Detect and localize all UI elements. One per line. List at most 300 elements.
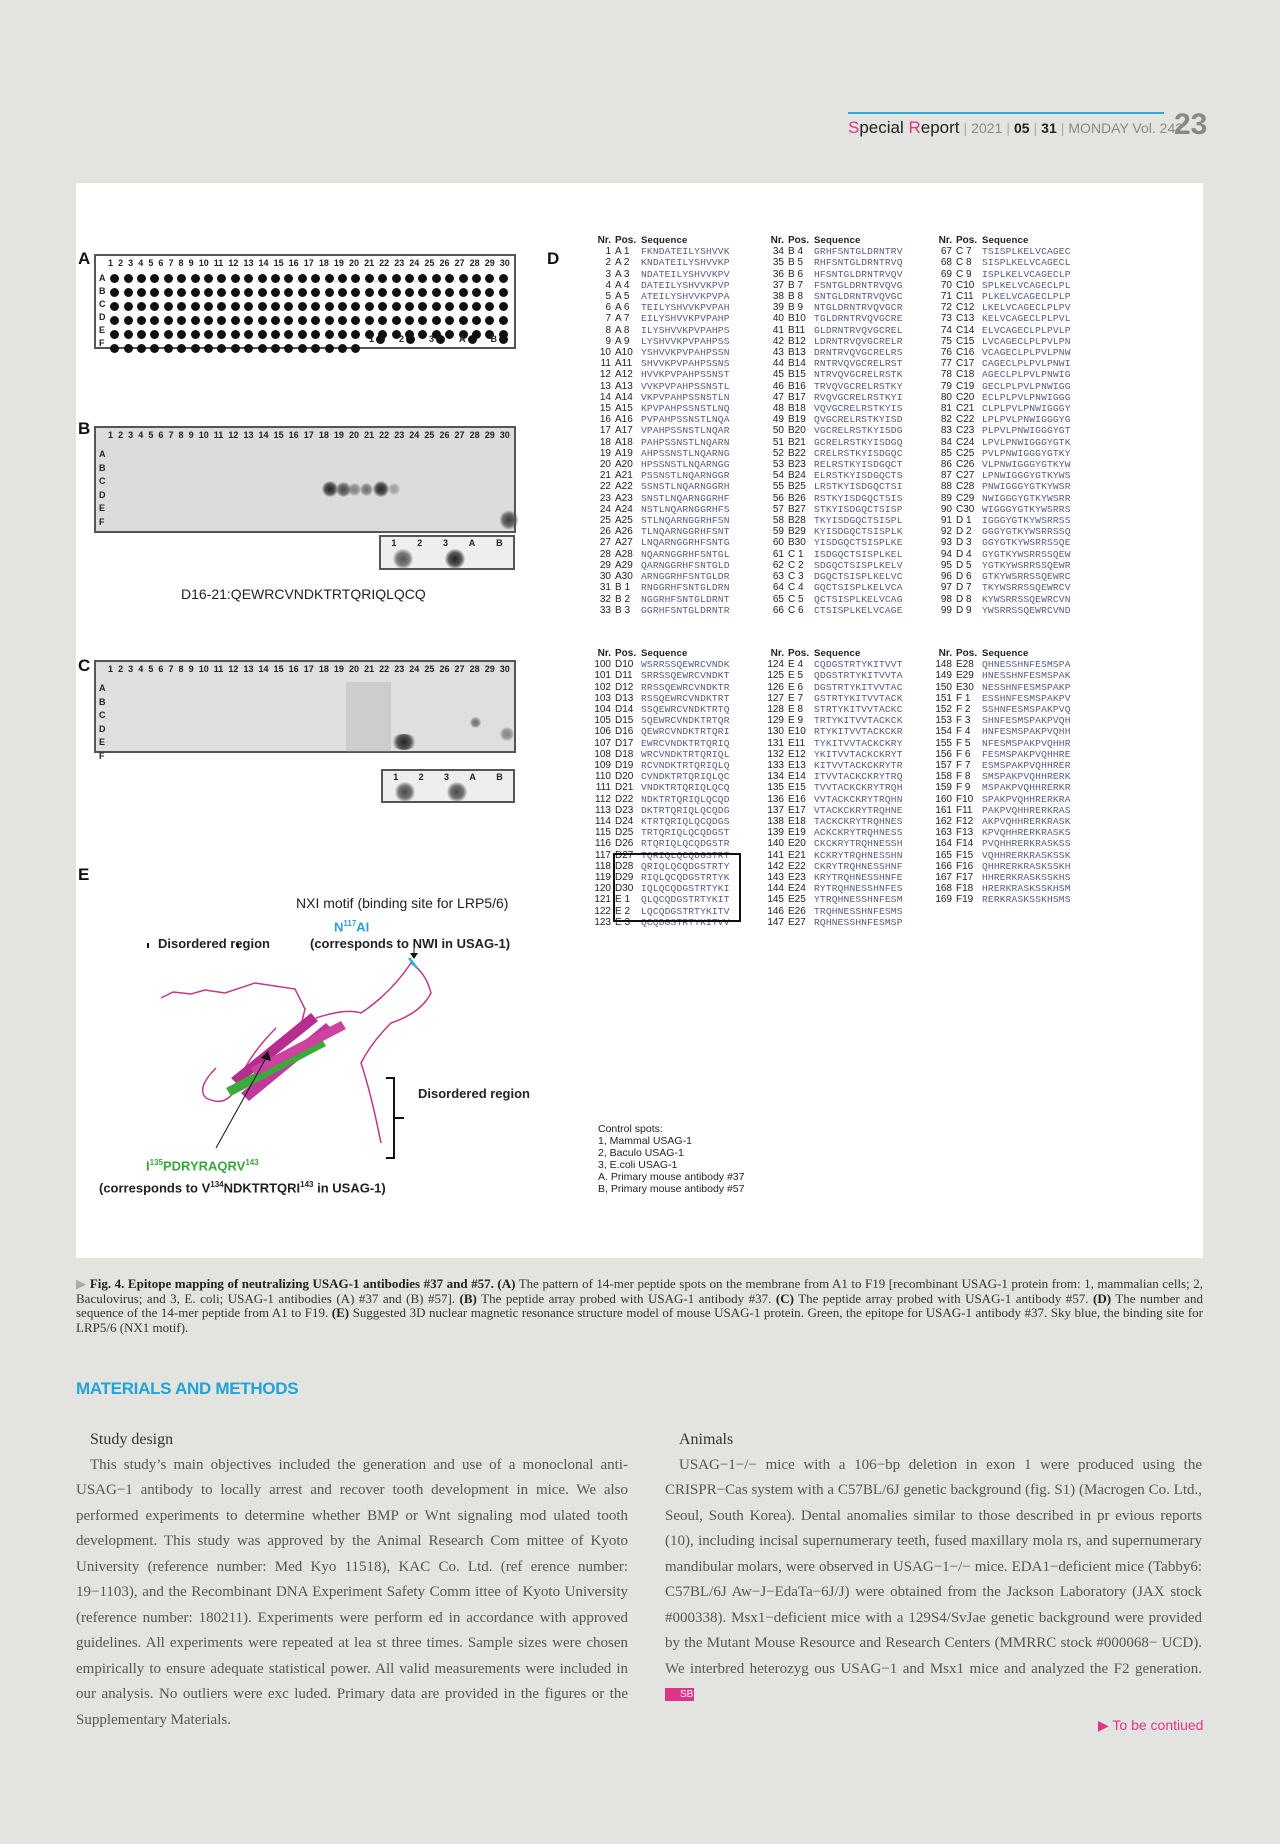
sequence-row: 6 A 6 TEILYSHVVKPVPAH (605, 302, 730, 314)
sequence-row: 1 A 1 FKNDATEILYSHVVK (605, 246, 730, 258)
peptide-spot (365, 302, 374, 311)
peptide-spot (164, 274, 173, 283)
peptide-spot (298, 288, 307, 297)
peptide-spot (217, 302, 226, 311)
sequence-row: 71 C11 PLKELVCAGECLPLP (940, 291, 1071, 303)
column-number: 21 (364, 430, 375, 440)
sequence-row: 34 B 4 GRHFSNTGLDRNTRV (772, 246, 903, 258)
sequence-row: 81 C21 CLPLPVLPNWIGGGY (940, 403, 1071, 415)
peptide-spot (485, 288, 494, 297)
peptide-spot (338, 316, 347, 325)
peptide-spot (258, 274, 267, 283)
peptide-spot (325, 302, 334, 311)
sequence-row: 139 E19 ACKCKRYTRQHNESS (767, 827, 903, 839)
sequence-row: 148 E28 QHNESSHNFESMSPA (935, 659, 1071, 671)
peptide-spot (365, 316, 374, 325)
sequence-row: 22 A22 SSNSTLNQARNGGRH (599, 481, 730, 493)
sequence-row: 137 E17 VTACKCKRYTRQHNE (767, 804, 903, 816)
peptide-spot (338, 330, 347, 339)
sequence-row: 27 A27 LNQARNGGRHFSNTG (599, 537, 730, 549)
sequence-row: 5 A 5 ATEILYSHVVKPVPA (605, 291, 730, 303)
peptide-spot (231, 330, 240, 339)
subsection-heading: Study design (90, 1431, 174, 1448)
sequence-row: 91 D 1 IGGGYGTKYWSRRSS (940, 515, 1071, 527)
row-label: C (99, 710, 106, 721)
peptide-spot (177, 302, 186, 311)
column-number: 15 (273, 664, 284, 674)
column-number: 20 (348, 664, 359, 674)
sequence-row: 36 B 6 HFSNTGLDRNTRVQV (772, 268, 903, 280)
sequence-row: 15 A15 KPVPAHPSSNSTLNQ (599, 403, 730, 415)
column-number: 29 (484, 258, 495, 268)
peptide-spot (432, 288, 441, 297)
peptide-spot (150, 302, 159, 311)
row-label: D (99, 489, 106, 500)
sequence-row: 45 B15 NTRVQVGCRELRSTK (772, 369, 903, 381)
sequence-row: 77 C17 CAGECLPLPVLPNWI (940, 358, 1071, 370)
sequence-row: 151 F 1 ESSHNFESMSPAKPV (935, 692, 1071, 704)
sequence-row: 94 D 4 GYGTKYWSRRSSQEW (940, 548, 1071, 560)
panel-b-membrane (94, 426, 516, 533)
sequence-row: 141 E21 KCKRYTRQHNESSHN (767, 849, 903, 861)
column-number: 16 (288, 430, 299, 440)
sequence-row: 62 C 2 SDGQCTSISPLKELV (772, 559, 903, 571)
column-number: 23 (394, 430, 405, 440)
column-number: 11 (213, 430, 224, 440)
peptide-spot (191, 316, 200, 325)
sequence-row: 73 C13 KELVCAGECLPLPVL (940, 313, 1071, 325)
peptide-spot (204, 330, 213, 339)
peptide-spot (418, 302, 427, 311)
sequence-row: 17 A17 VPAHPSSNSTLNQAR (599, 425, 730, 437)
peptide-spot (311, 330, 320, 339)
issue-year: 2021 (971, 120, 1003, 136)
sequence-row: 8 A 8 ILYSHVVKPVPAHPS (605, 324, 730, 336)
panel-b-controls (379, 535, 515, 570)
column-number: 1 (108, 258, 114, 268)
peptide-spot (499, 302, 508, 311)
peptide-spot (191, 288, 200, 297)
peptide-spot (244, 330, 253, 339)
peptide-spot (432, 302, 441, 311)
peptide-spot (244, 344, 253, 353)
peptide-spot (110, 344, 119, 353)
sequence-header: Nr. Pos. Sequence (597, 648, 688, 659)
column-number: 9 (188, 258, 194, 268)
sequence-row: 152 F 2 SSHNFESMSPAKPVQ (935, 704, 1071, 716)
sequence-row: 24 A24 NSTLNQARNGGRHFS (599, 503, 730, 515)
column-number: 5 (148, 258, 154, 268)
peptide-spot (365, 344, 374, 353)
peptide-spot (150, 330, 159, 339)
peptide-spot (217, 344, 226, 353)
column-number: 29 (484, 664, 495, 674)
peptide-spot (485, 344, 494, 353)
sequence-row: 122 E 2 LQCQDGSTRTYKITV (594, 905, 730, 917)
peptide-spot (325, 330, 334, 339)
sequence-row: 157 F 7 ESMSPAKPVQHHRER (935, 760, 1071, 772)
peptide-spot (164, 344, 173, 353)
column-number: 10 (198, 258, 209, 268)
sequence-row: 82 C22 LPLPVLPNWIGGGYG (940, 414, 1071, 426)
sequence-column (759, 235, 903, 616)
sequence-row: 31 B 1 RNGGRHFSNTGLDRN (599, 582, 730, 594)
peptide-spot (231, 288, 240, 297)
sequence-row: 74 C14 ELVCAGECLPLPVLP (940, 324, 1071, 336)
column-number: 12 (228, 258, 239, 268)
column-number: 14 (258, 258, 269, 268)
sequence-column (586, 235, 730, 616)
column-number: 28 (469, 258, 480, 268)
section-name: Special Report (848, 118, 960, 137)
peptide-spot (351, 344, 360, 353)
peptide-spot (298, 344, 307, 353)
peptide-spot (271, 316, 280, 325)
column-number: 18 (318, 664, 329, 674)
sequence-row: 25 A25 STLNQARNGGRHFSN (599, 515, 730, 527)
peptide-spot (311, 316, 320, 325)
peptide-spot (338, 274, 347, 283)
peptide-spot (191, 274, 200, 283)
peptide-spot (405, 344, 414, 353)
peptide-spot (432, 274, 441, 283)
sequence-row: 106 D16 QEWRCVNDKTRTQRI (594, 726, 730, 738)
column-number: 17 (303, 258, 314, 268)
peptide-spot (231, 316, 240, 325)
peptide-spot (124, 330, 133, 339)
sequence-row: 30 A30 ARNGGRHFSNTGLDR (599, 571, 730, 583)
peptide-spot (110, 288, 119, 297)
sequence-row: 162 F12 AKPVQHHRERKRASK (935, 816, 1071, 828)
sequence-row: 118 D28 QRIQLQCQDGSTRTY (595, 860, 730, 872)
continued-link[interactable]: ▶ To be contiued (1098, 1717, 1204, 1733)
peptide-spot (177, 316, 186, 325)
sequence-row: 116 D26 RTQRIQLQCQDGSTR (595, 838, 730, 850)
control-label: A (468, 538, 476, 548)
row-label: A (99, 449, 106, 459)
column-number: 13 (243, 258, 254, 268)
sequence-row: 13 A13 VVKPVPAHPSSNSTL (599, 380, 730, 392)
control-label: 1 (393, 772, 399, 782)
peptide-spot (110, 302, 119, 311)
peptide-spot (258, 330, 267, 339)
peptide-spot (392, 302, 401, 311)
column-number: 25 (424, 664, 435, 674)
column-number: 27 (454, 258, 465, 268)
peptide-spot (191, 330, 200, 339)
peptide-spot (405, 288, 414, 297)
peptide-spot (445, 344, 454, 353)
signal-spot (360, 483, 373, 496)
row-labels (99, 448, 106, 530)
column-number: 14 (258, 664, 269, 674)
column-number: 2 (118, 664, 124, 674)
sequence-row: 111 D21 VNDKTRTQRIQLQCQ (595, 782, 730, 794)
sequence-row: 98 D 8 KYWSRRSSQEWRCVN (940, 593, 1071, 605)
column-number: 10 (198, 430, 209, 440)
column-number: 30 (499, 430, 510, 440)
column-number: 28 (469, 664, 480, 674)
column-number: 7 (168, 664, 174, 674)
peptide-spot (137, 302, 146, 311)
peptide-spot (191, 302, 200, 311)
signal-spot (500, 727, 514, 741)
peptide-spot (499, 316, 508, 325)
sequence-row: 46 B16 TRVQVGCRELRSTKY (772, 380, 903, 392)
peptide-spot (311, 302, 320, 311)
sequence-row: 96 D 6 GTKYWSRRSSQEWRC (940, 571, 1071, 583)
peptide-spot (311, 288, 320, 297)
sequence-row: 110 D20 CVNDKTRTQRIQLQC (595, 771, 730, 783)
column-number: 4 (138, 664, 144, 674)
sequence-column (759, 648, 903, 928)
column-number: 3 (128, 258, 134, 268)
sequence-row: 95 D 5 YGTKYWSRRSSQEWR (940, 559, 1071, 571)
sequence-row: 115 D25 TRTQRIQLQCQDGST (595, 827, 730, 839)
sequence-row: 80 C20 ECLPLPVLPNWIGGG (940, 391, 1071, 403)
sequence-row: 75 C15 LVCAGECLPLPVLPN (940, 335, 1071, 347)
peptide-spot (432, 344, 441, 353)
column-number: 3 (128, 664, 134, 674)
peptide-spot (284, 344, 293, 353)
sequence-row: 3 A 3 NDATEILYSHVVKPV (605, 268, 730, 280)
control-label: 1 (391, 538, 397, 548)
column-numbers (108, 664, 510, 674)
peptide-spot (271, 274, 280, 283)
peptide-spot (405, 316, 414, 325)
column-number: 24 (409, 430, 420, 440)
sequence-row: 33 B 3 GGRHFSNTGLDRNTR (599, 604, 730, 616)
peptide-spot (378, 288, 387, 297)
sequence-row: 20 A20 HPSSNSTLNQARNGG (599, 459, 730, 471)
sequence-row: 143 E23 KRYTRQHNESSHNFE (767, 872, 903, 884)
sequence-row: 147 E27 RQHNESSHNFESMSP (767, 916, 903, 928)
control-label: 2 (418, 772, 424, 782)
peptide-spot (311, 344, 320, 353)
sequence-row: 164 F14 PVQHHRERKRASKSS (935, 838, 1071, 850)
peptide-spot (499, 288, 508, 297)
sequence-row: 57 B27 STKYISDGQCTSISP (772, 503, 903, 515)
sequence-row: 103 D13 RSSQEWRCVNDKTRT (594, 692, 730, 704)
column-number: 16 (288, 664, 299, 674)
sequence-row: 159 F 9 MSPAKPVQHHRERKR (935, 782, 1071, 794)
row-label: A (99, 273, 106, 283)
peptide-spot (258, 302, 267, 311)
peptide-spot (177, 344, 186, 353)
sequence-row: 129 E 9 TRTYKITVVTACKCK (767, 715, 903, 727)
column-number: 27 (454, 430, 465, 440)
sequence-row: 37 B 7 FSNTGLDRNTRVQVG (772, 279, 903, 291)
column-numbers (108, 258, 510, 268)
peptide-spot (231, 302, 240, 311)
peptide-spot (351, 274, 360, 283)
peptide-spot (177, 288, 186, 297)
peptide-spot (365, 288, 374, 297)
row-label: E (99, 325, 106, 335)
control-spots (369, 334, 508, 344)
sequence-row: 84 C24 LPVLPNWIGGGYGTK (940, 436, 1071, 448)
sequence-row: 29 A29 QARNGGRHFSNTGLD (599, 559, 730, 571)
sequence-row: 79 C19 GECLPLPVLPNWIGG (940, 380, 1071, 392)
sequence-row: 12 A12 HVVKPVPAHPSSNST (599, 369, 730, 381)
sequence-row: 92 D 2 GGGYGTKYWSRRSSQ (940, 526, 1071, 538)
sequence-row: 86 C26 VLPNWIGGGYGTKYW (940, 459, 1071, 471)
nxi-motif-label: NXI motif (binding site for LRP5/6) (296, 895, 509, 911)
control-spots-legend: Control spots: 1, Mammal USAG-1 2, Baculo USAG-1 3, E.coli USAG-1 A. Primary mouse antibody #37 B, Primary mouse antibody #57 (598, 1123, 745, 1195)
sequence-row: 54 B24 ELRSTKYISDGQCTS (772, 470, 903, 482)
column-number: 22 (379, 258, 390, 268)
control-spot (395, 782, 415, 802)
peptide-spot (284, 330, 293, 339)
sequence-row: 44 B14 RNTRVQVGCRELRST (772, 358, 903, 370)
sequence-row: 107 D17 EWRCVNDKTRTQRIQ (594, 737, 730, 749)
sequence-column (927, 235, 1071, 616)
sequence-row: 168 F18 HRERKRASKSSKHSM (935, 883, 1071, 895)
sequence-row: 38 B 8 SNTGLDRNTRVQVGC (772, 291, 903, 303)
peptide-spot (418, 344, 427, 353)
sequence-row: 35 B 5 RHFSNTGLDRNTRVQ (772, 257, 903, 269)
peptide-spot (110, 316, 119, 325)
sequence-row: 4 A 4 DATEILYSHVVKPVP (605, 279, 730, 291)
issue-month: 05 (1013, 120, 1030, 136)
sequence-row: 142 E22 CKRYTRQHNESSHNF (767, 860, 903, 872)
peptide-spot (405, 274, 414, 283)
peptide-spot (298, 274, 307, 283)
peptide-spot (485, 274, 494, 283)
sequence-row: 58 B28 TKYISDGQCTSISPL (772, 515, 903, 527)
sequence-row: 104 D14 SSQEWRCVNDKTRTQ (594, 704, 730, 716)
peptide-spot (204, 274, 213, 283)
sequence-row: 60 B30 YISDGQCTSISPLKE (772, 537, 903, 549)
sequence-row: 53 B23 RELRSTKYISDGQCT (772, 459, 903, 471)
sequence-row: 119 D29 RIQLQCQDGSTRTYK (595, 872, 730, 884)
peptide-spot (325, 316, 334, 325)
peptide-spot (204, 302, 213, 311)
sequence-row: 167 F17 HHRERKRASKSSKHS (935, 872, 1071, 884)
panel-b-letter: B (78, 419, 91, 438)
peptide-spot (472, 288, 481, 297)
sequence-header: Nr. Pos. Sequence (938, 235, 1029, 246)
peptide-spot (418, 288, 427, 297)
sequence-row: 56 B26 RSTKYISDGQCTSIS (772, 492, 903, 504)
sequence-column (927, 648, 1071, 906)
column-number: 4 (138, 430, 144, 440)
page-header: Special Report | 2021 | 05 | 31 | MONDAY Vol. 242 (848, 112, 1164, 138)
column-number: 26 (439, 258, 450, 268)
peptide-spot (217, 330, 226, 339)
panel-d-letter: D (547, 249, 560, 268)
row-label: E (99, 737, 106, 748)
peptide-spot (338, 344, 347, 353)
column-number: 25 (424, 430, 435, 440)
peptide-spot (485, 316, 494, 325)
peptide-spot (217, 274, 226, 283)
peptide-spot (150, 316, 159, 325)
column-number: 8 (178, 664, 184, 674)
peptide-spot (392, 288, 401, 297)
sequence-row: 55 B25 LRSTKYISDGQCTSI (772, 481, 903, 493)
peptide-spot (137, 316, 146, 325)
sequence-row: 88 C28 PNWIGGGYGTKYWSR (940, 481, 1071, 493)
protein-structure-model (146, 943, 546, 1163)
control-label: 3 (442, 538, 448, 548)
row-labels (99, 682, 106, 764)
sequence-row: 78 C18 AGECLPLPVLPNWIG (940, 369, 1071, 381)
sequence-row: 93 D 3 GGYGTKYWSRRSSQE (940, 537, 1071, 549)
column-number: 26 (439, 664, 450, 674)
peptide-spot (392, 274, 401, 283)
panel-a-membrane (94, 254, 516, 349)
sequence-row: 133 E13 KITVVTACKCKRYTR (767, 760, 903, 772)
sequence-row: 105 D15 SQEWRCVNDKTRTQR (594, 715, 730, 727)
column-number: 20 (348, 430, 359, 440)
control-spot (393, 549, 413, 569)
peptide-spot (137, 330, 146, 339)
disordered-coil (161, 983, 305, 1029)
sequence-row: 69 C 9 ISPLKELVCAGECLP (940, 268, 1071, 280)
peptide-spot (499, 274, 508, 283)
peptide-spot (164, 316, 173, 325)
peptide-spot (459, 344, 468, 353)
column-number: 26 (439, 430, 450, 440)
sequence-row: 14 A14 VKPVPAHPSSNSTLN (599, 391, 730, 403)
column-number: 16 (288, 258, 299, 268)
column-number: 19 (333, 664, 344, 674)
sequence-row: 7 A 7 EILYSHVVKPVPAHP (605, 313, 730, 325)
sequence-row: 114 D24 KTRTQRIQLQCQDGS (595, 816, 730, 828)
peptide-spot (298, 330, 307, 339)
sequence-row: 16 A16 PVPAHPSSNSTLNQA (599, 414, 730, 426)
sequence-row: 166 F16 QHHRERKRASKSSKH (935, 860, 1071, 872)
column-number: 19 (333, 430, 344, 440)
sequence-row: 169 F19 RERKRASKSSKHSMS (935, 894, 1071, 906)
sequence-row: 146 E26 TRQHNESSHNFESMS (767, 905, 903, 917)
sequence-row: 50 B20 VGCRELRSTKYISDG (772, 425, 903, 437)
column-number: 23 (394, 258, 405, 268)
sequence-row: 117 D27 TQRIQLQCQDGSTRT (595, 849, 730, 861)
peptide-spot (177, 330, 186, 339)
sequence-row: 85 C25 PVLPNWIGGGYGTKY (940, 447, 1071, 459)
peptide-spot (124, 302, 133, 311)
control-spot: 2 (399, 334, 415, 344)
sequence-row: 160 F10 SPAKPVQHHRERKRA (935, 793, 1071, 805)
peptide-spot (351, 288, 360, 297)
peptide-spot (392, 316, 401, 325)
signal-spot (373, 481, 389, 497)
peptide-spot (311, 274, 320, 283)
peptide-spot (217, 316, 226, 325)
peptide-spot (378, 274, 387, 283)
peptide-spot (284, 302, 293, 311)
sequence-row: 125 E 5 QDGSTRTYKITVVTA (767, 670, 903, 682)
epitope-sequence-label: D16-21:QEWRCVNDKTRTQRIQLQCQ (181, 586, 426, 602)
control-spot: 3 (429, 334, 445, 344)
column-number: 30 (499, 664, 510, 674)
row-label: F (99, 516, 105, 527)
peptide-spot (351, 330, 360, 339)
corresponds-nwi-label: (corresponds to NWI in USAG-1) (310, 936, 511, 951)
peptide-spot (418, 274, 427, 283)
sequence-row: 127 E 7 GSTRTYKITVVTACK (767, 692, 903, 704)
column-number: 3 (128, 430, 134, 440)
sequence-row: 131 E11 TYKITVVTACKCKRY (767, 737, 903, 749)
peptide-spot (378, 316, 387, 325)
sequence-row: 121 E 1 QLQCQDGSTRTYKIT (594, 894, 730, 906)
peptide-spot (378, 344, 387, 353)
sequence-row: 52 B22 CRELRSTKYISDGQC (772, 447, 903, 459)
peptide-spot (445, 288, 454, 297)
sequence-row: 19 A19 AHPSSNSTLNQARNG (599, 447, 730, 459)
